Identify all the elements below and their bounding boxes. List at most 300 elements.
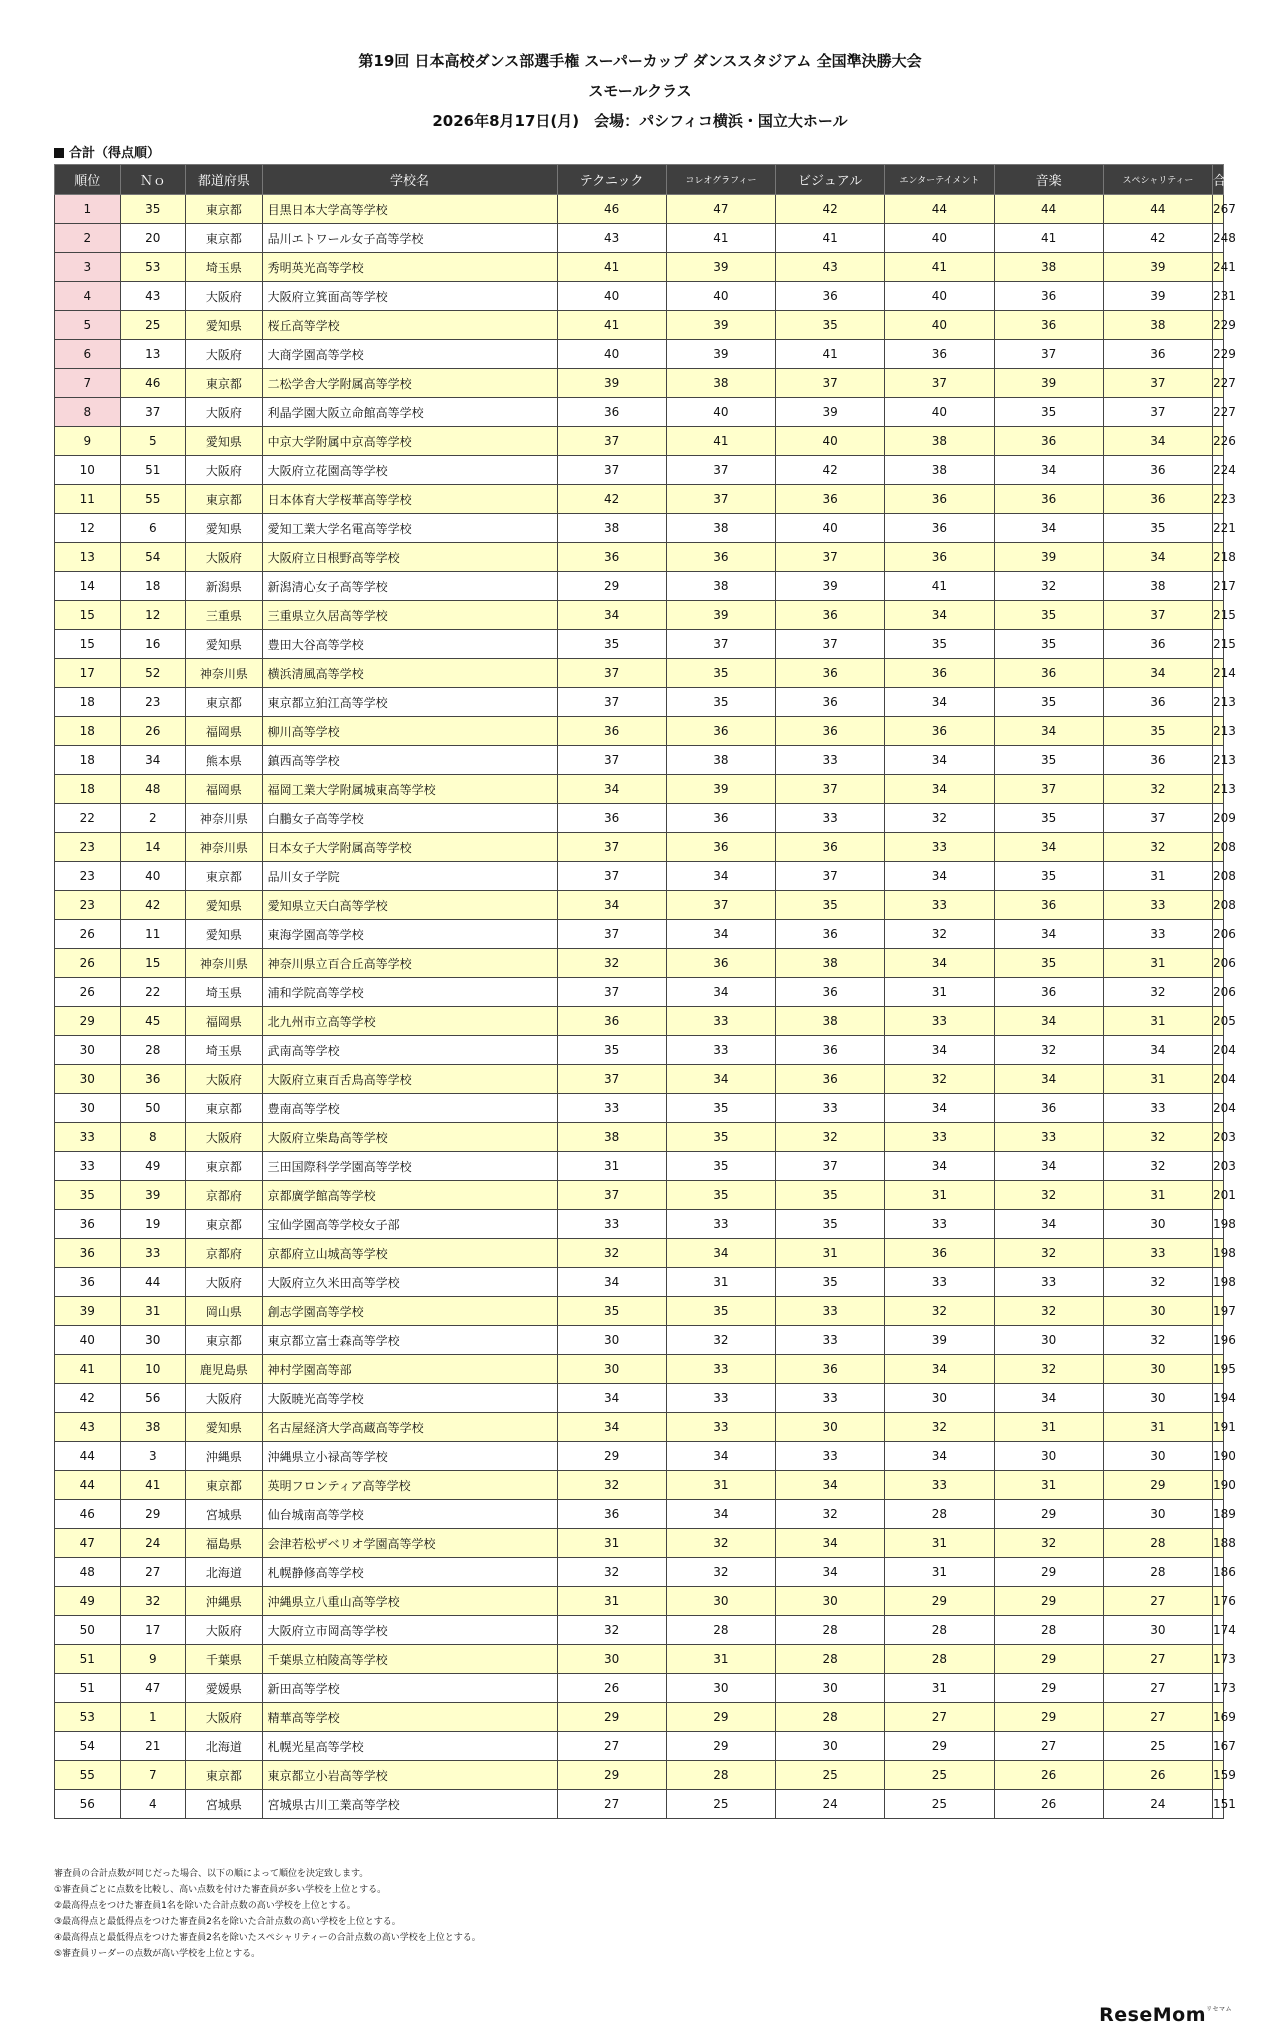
cell-visual: 28 [776,1703,885,1732]
cell-prefecture: 愛知県 [186,514,262,543]
cell-music: 35 [994,630,1103,659]
cell-school: 横浜清風高等学校 [262,659,557,688]
cell-number: 40 [120,862,186,891]
cell-speciality: 32 [1103,1268,1212,1297]
cell-total: 203 [1213,1152,1224,1181]
cell-choreography: 37 [666,891,775,920]
cell-music: 38 [994,253,1103,282]
cell-rank: 23 [55,891,121,920]
cell-total: 190 [1213,1471,1224,1500]
cell-number: 20 [120,224,186,253]
cell-technique: 36 [557,1500,666,1529]
cell-speciality: 27 [1103,1703,1212,1732]
cell-rank: 33 [55,1123,121,1152]
cell-technique: 29 [557,572,666,601]
cell-prefecture: 福岡県 [186,717,262,746]
cell-speciality: 39 [1103,282,1212,311]
cell-speciality: 34 [1103,427,1212,456]
cell-entertainment: 34 [885,1036,994,1065]
cell-technique: 37 [557,1065,666,1094]
table-row [55,456,1224,485]
cell-prefecture: 京都府 [186,1181,262,1210]
cell-music: 36 [994,891,1103,920]
cell-number: 37 [120,398,186,427]
cell-school: 京都廣学館高等学校 [262,1181,557,1210]
note-line: ③最高得点と最低得点をつけた審査員2名を除いた合計点数の高い学校を上位とする。 [54,1917,401,1927]
cell-school: 大商学園高等学校 [262,340,557,369]
cell-prefecture: 沖縄県 [186,1442,262,1471]
cell-technique: 34 [557,1413,666,1442]
cell-technique: 33 [557,1094,666,1123]
cell-music: 29 [994,1645,1103,1674]
cell-rank: 30 [55,1094,121,1123]
cell-speciality: 44 [1103,195,1212,224]
cell-number: 50 [120,1094,186,1123]
cell-total: 223 [1213,485,1224,514]
cell-total: 226 [1213,427,1224,456]
cell-entertainment: 33 [885,1471,994,1500]
cell-technique: 36 [557,398,666,427]
cell-technique: 40 [557,340,666,369]
cell-music: 35 [994,601,1103,630]
cell-school: 愛知工業大学名電高等学校 [262,514,557,543]
cell-number: 28 [120,1036,186,1065]
cell-school: 福岡工業大学附属城東高等学校 [262,775,557,804]
cell-prefecture: 東京都 [186,688,262,717]
cell-number: 35 [120,195,186,224]
cell-number: 23 [120,688,186,717]
cell-rank: 2 [55,224,121,253]
table-row [55,804,1224,833]
cell-music: 29 [994,1703,1103,1732]
cell-prefecture: 東京都 [186,1761,262,1790]
cell-visual: 28 [776,1616,885,1645]
cell-technique: 34 [557,1268,666,1297]
cell-choreography: 34 [666,1239,775,1268]
cell-technique: 30 [557,1355,666,1384]
cell-music: 29 [994,1558,1103,1587]
cell-visual: 24 [776,1790,885,1819]
cell-technique: 35 [557,1297,666,1326]
cell-school: 三重県立久居高等学校 [262,601,557,630]
cell-technique: 36 [557,804,666,833]
cell-speciality: 30 [1103,1384,1212,1413]
cell-rank: 54 [55,1732,121,1761]
cell-total: 204 [1213,1065,1224,1094]
cell-choreography: 37 [666,485,775,514]
cell-visual: 38 [776,1007,885,1036]
cell-rank: 44 [55,1442,121,1471]
cell-total: 206 [1213,920,1224,949]
table-row [55,1529,1224,1558]
cell-entertainment: 36 [885,543,994,572]
cell-number: 15 [120,949,186,978]
cell-total: 190 [1213,1442,1224,1471]
cell-rank: 18 [55,775,121,804]
cell-visual: 37 [776,543,885,572]
cell-visual: 33 [776,1442,885,1471]
cell-technique: 37 [557,746,666,775]
cell-technique: 29 [557,1703,666,1732]
table-row [55,862,1224,891]
cell-rank: 1 [55,195,121,224]
cell-total: 197 [1213,1297,1224,1326]
cell-entertainment: 34 [885,775,994,804]
cell-prefecture: 北海道 [186,1558,262,1587]
cell-total: 217 [1213,572,1224,601]
cell-speciality: 39 [1103,253,1212,282]
cell-rank: 48 [55,1558,121,1587]
table-row [55,311,1224,340]
cell-music: 29 [994,1674,1103,1703]
cell-prefecture: 愛知県 [186,891,262,920]
table-row [55,1616,1224,1645]
table-row [55,1761,1224,1790]
cell-technique: 29 [557,1761,666,1790]
cell-speciality: 30 [1103,1210,1212,1239]
cell-choreography: 29 [666,1732,775,1761]
cell-visual: 36 [776,978,885,1007]
section-title [54,142,160,161]
cell-prefecture: 大阪府 [186,1384,262,1413]
cell-technique: 34 [557,601,666,630]
cell-speciality: 33 [1103,920,1212,949]
cell-technique: 46 [557,195,666,224]
cell-choreography: 32 [666,1529,775,1558]
cell-school: 大阪府立市岡高等学校 [262,1616,557,1645]
cell-speciality: 36 [1103,746,1212,775]
cell-music: 35 [994,398,1103,427]
cell-visual: 30 [776,1587,885,1616]
cell-speciality: 24 [1103,1790,1212,1819]
cell-school: 柳川高等学校 [262,717,557,746]
table-row [55,1674,1224,1703]
cell-speciality: 35 [1103,514,1212,543]
cell-number: 19 [120,1210,186,1239]
header-music: 音楽 [994,165,1103,195]
table-row [55,833,1224,862]
cell-choreography: 34 [666,920,775,949]
cell-school: 大阪府立久米田高等学校 [262,1268,557,1297]
table-row [55,427,1224,456]
cell-school: 品川エトワール女子高等学校 [262,224,557,253]
cell-choreography: 36 [666,949,775,978]
cell-choreography: 36 [666,543,775,572]
cell-entertainment: 40 [885,224,994,253]
cell-rank: 4 [55,282,121,311]
cell-rank: 18 [55,717,121,746]
cell-total: 229 [1213,340,1224,369]
cell-entertainment: 28 [885,1616,994,1645]
cell-prefecture: 愛知県 [186,920,262,949]
cell-technique: 32 [557,949,666,978]
table-row [55,746,1224,775]
cell-rank: 12 [55,514,121,543]
cell-speciality: 27 [1103,1645,1212,1674]
cell-total: 204 [1213,1036,1224,1065]
cell-choreography: 28 [666,1761,775,1790]
cell-total: 167 [1213,1732,1224,1761]
cell-prefecture: 埼玉県 [186,253,262,282]
cell-number: 48 [120,775,186,804]
cell-total: 189 [1213,1500,1224,1529]
cell-speciality: 36 [1103,340,1212,369]
cell-visual: 33 [776,1297,885,1326]
cell-choreography: 35 [666,1152,775,1181]
table-row [55,369,1224,398]
cell-rank: 13 [55,543,121,572]
cell-rank: 5 [55,311,121,340]
table-row [55,514,1224,543]
cell-number: 54 [120,543,186,572]
cell-prefecture: 大阪府 [186,1268,262,1297]
cell-music: 34 [994,456,1103,485]
cell-total: 206 [1213,978,1224,1007]
cell-number: 18 [120,572,186,601]
cell-school: 日本体育大学桜華高等学校 [262,485,557,514]
cell-prefecture: 愛媛県 [186,1674,262,1703]
cell-visual: 36 [776,1355,885,1384]
cell-total: 191 [1213,1413,1224,1442]
cell-visual: 33 [776,1326,885,1355]
cell-school: 新田高等学校 [262,1674,557,1703]
table-row [55,775,1224,804]
cell-music: 39 [994,543,1103,572]
cell-speciality: 30 [1103,1297,1212,1326]
cell-choreography: 29 [666,1703,775,1732]
cell-total: 241 [1213,253,1224,282]
cell-rank: 42 [55,1384,121,1413]
cell-music: 30 [994,1442,1103,1471]
cell-visual: 30 [776,1732,885,1761]
cell-number: 41 [120,1471,186,1500]
cell-school: 会津若松ザベリオ学園高等学校 [262,1529,557,1558]
cell-prefecture: 埼玉県 [186,1036,262,1065]
cell-technique: 32 [557,1616,666,1645]
cell-visual: 35 [776,311,885,340]
cell-entertainment: 40 [885,398,994,427]
cell-visual: 37 [776,862,885,891]
cell-prefecture: 東京都 [186,224,262,253]
table-row [55,688,1224,717]
cell-total: 227 [1213,369,1224,398]
cell-total: 201 [1213,1181,1224,1210]
cell-number: 3 [120,1442,186,1471]
cell-total: 203 [1213,1123,1224,1152]
cell-entertainment: 36 [885,659,994,688]
cell-technique: 32 [557,1239,666,1268]
cell-visual: 40 [776,427,885,456]
cell-prefecture: 福島県 [186,1529,262,1558]
cell-rank: 15 [55,630,121,659]
cell-speciality: 36 [1103,630,1212,659]
cell-school: 目黒日本大学高等学校 [262,195,557,224]
cell-choreography: 39 [666,601,775,630]
header-number: Ｎｏ [120,165,186,195]
cell-school: 大阪府立花園高等学校 [262,456,557,485]
table-row [55,659,1224,688]
cell-total: 248 [1213,224,1224,253]
cell-rank: 55 [55,1761,121,1790]
cell-prefecture: 神奈川県 [186,833,262,862]
cell-music: 34 [994,1384,1103,1413]
cell-visual: 40 [776,514,885,543]
table-row [55,1790,1224,1819]
cell-visual: 35 [776,891,885,920]
cell-number: 44 [120,1268,186,1297]
cell-music: 34 [994,1152,1103,1181]
cell-prefecture: 神奈川県 [186,659,262,688]
cell-choreography: 34 [666,862,775,891]
header-choreography: コレオグラフィー [666,165,775,195]
table-row [55,1587,1224,1616]
cell-choreography: 34 [666,1500,775,1529]
cell-rank: 40 [55,1326,121,1355]
cell-rank: 30 [55,1065,121,1094]
cell-entertainment: 31 [885,1558,994,1587]
cell-visual: 34 [776,1471,885,1500]
cell-school: 神奈川県立百合丘高等学校 [262,949,557,978]
table-row [55,630,1224,659]
cell-visual: 36 [776,485,885,514]
cell-music: 26 [994,1761,1103,1790]
cell-technique: 26 [557,1674,666,1703]
cell-total: 208 [1213,833,1224,862]
cell-music: 35 [994,862,1103,891]
document-title: 第19回 日本高校ダンス部選手権 スーパーカップ ダンススタジアム 全国準決勝大会 [358,52,922,70]
cell-speciality: 32 [1103,1123,1212,1152]
cell-speciality: 25 [1103,1732,1212,1761]
cell-choreography: 40 [666,282,775,311]
cell-rank: 23 [55,862,121,891]
cell-technique: 33 [557,1210,666,1239]
cell-speciality: 36 [1103,688,1212,717]
cell-speciality: 32 [1103,978,1212,1007]
cell-choreography: 30 [666,1587,775,1616]
cell-rank: 18 [55,746,121,775]
cell-visual: 32 [776,1500,885,1529]
cell-rank: 26 [55,920,121,949]
table-row [55,1210,1224,1239]
cell-rank: 51 [55,1645,121,1674]
cell-rank: 26 [55,978,121,1007]
cell-speciality: 30 [1103,1355,1212,1384]
table-row [55,1094,1224,1123]
cell-school: 中京大学附属中京高等学校 [262,427,557,456]
cell-number: 14 [120,833,186,862]
cell-technique: 27 [557,1790,666,1819]
cell-technique: 42 [557,485,666,514]
cell-number: 45 [120,1007,186,1036]
cell-choreography: 32 [666,1558,775,1587]
cell-choreography: 35 [666,1094,775,1123]
cell-school: 札幌静修高等学校 [262,1558,557,1587]
cell-music: 32 [994,1529,1103,1558]
cell-choreography: 34 [666,978,775,1007]
square-bullet-icon [54,148,64,158]
cell-entertainment: 36 [885,514,994,543]
cell-number: 42 [120,891,186,920]
cell-entertainment: 25 [885,1790,994,1819]
cell-rank: 18 [55,688,121,717]
cell-technique: 32 [557,1471,666,1500]
table-row [55,920,1224,949]
cell-music: 29 [994,1500,1103,1529]
cell-technique: 36 [557,1007,666,1036]
cell-visual: 34 [776,1558,885,1587]
cell-visual: 37 [776,369,885,398]
cell-entertainment: 34 [885,1442,994,1471]
cell-entertainment: 25 [885,1761,994,1790]
cell-choreography: 39 [666,340,775,369]
cell-prefecture: 神奈川県 [186,949,262,978]
cell-number: 21 [120,1732,186,1761]
cell-total: 206 [1213,949,1224,978]
cell-prefecture: 大阪府 [186,1065,262,1094]
cell-music: 32 [994,1355,1103,1384]
cell-number: 27 [120,1558,186,1587]
cell-prefecture: 大阪府 [186,398,262,427]
cell-number: 10 [120,1355,186,1384]
cell-music: 33 [994,1123,1103,1152]
cell-choreography: 41 [666,427,775,456]
cell-speciality: 28 [1103,1558,1212,1587]
cell-music: 27 [994,1732,1103,1761]
cell-entertainment: 31 [885,1181,994,1210]
results-body [55,195,1236,1819]
cell-music: 36 [994,1094,1103,1123]
table-row [55,1703,1224,1732]
cell-visual: 36 [776,688,885,717]
table-row [55,1268,1224,1297]
table-row [55,1036,1224,1065]
table-row [55,1297,1224,1326]
cell-entertainment: 33 [885,1210,994,1239]
cell-music: 37 [994,775,1103,804]
cell-number: 25 [120,311,186,340]
cell-music: 32 [994,1239,1103,1268]
cell-prefecture: 東京都 [186,195,262,224]
cell-school: 沖縄県立八重山高等学校 [262,1587,557,1616]
cell-music: 30 [994,1326,1103,1355]
cell-total: 214 [1213,659,1224,688]
cell-school: 秀明英光高等学校 [262,253,557,282]
cell-total: 213 [1213,717,1224,746]
cell-speciality: 31 [1103,949,1212,978]
cell-visual: 33 [776,1094,885,1123]
table-row [55,978,1224,1007]
cell-entertainment: 34 [885,949,994,978]
cell-number: 7 [120,1761,186,1790]
cell-number: 8 [120,1123,186,1152]
cell-total: 221 [1213,514,1224,543]
cell-rank: 53 [55,1703,121,1732]
cell-music: 44 [994,195,1103,224]
cell-entertainment: 34 [885,862,994,891]
cell-school: 北九州市立高等学校 [262,1007,557,1036]
cell-technique: 31 [557,1529,666,1558]
cell-speciality: 34 [1103,1036,1212,1065]
cell-technique: 31 [557,1152,666,1181]
cell-speciality: 34 [1103,659,1212,688]
table-row [55,1239,1224,1268]
cell-total: 195 [1213,1355,1224,1384]
cell-rank: 3 [55,253,121,282]
table-row [55,1413,1224,1442]
table-row [55,1384,1224,1413]
cell-number: 36 [120,1065,186,1094]
cell-entertainment: 36 [885,1239,994,1268]
